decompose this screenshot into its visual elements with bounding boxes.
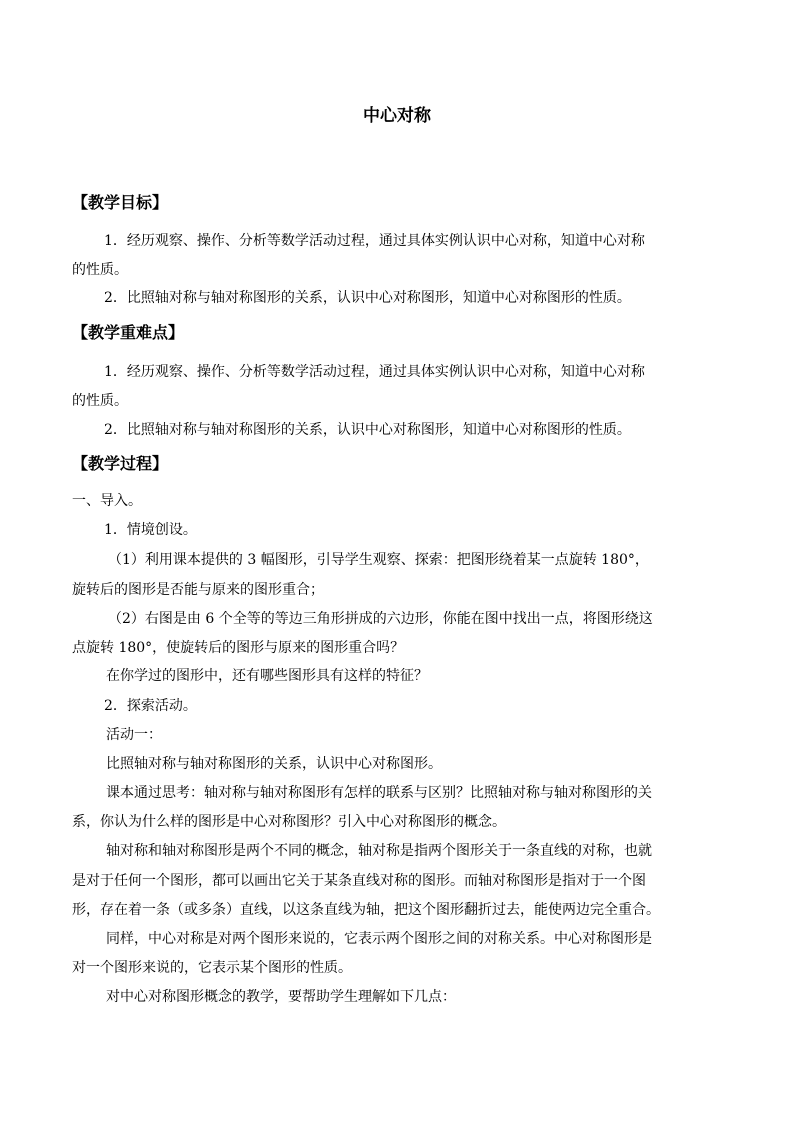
process-line-5: （2）右图是由 6 个全等的等边三角形拼成的六边形，你能在图中找出一点，将图形绕这 — [108, 611, 653, 627]
process-line-16: 同样，中心对称是对两个图形来说的，它表示两个图形之间的对称关系。中心对称图形是 — [106, 931, 652, 947]
key-points-line-2: 的性质。 — [72, 393, 128, 409]
process-line-6: 点旋转 180°，使旋转后的图形与原来的图形重合吗？ — [72, 640, 405, 656]
process-line-13: 轴对称和轴对称图形是两个不同的概念，轴对称是指两个图形关于一条直线的对称，也就 — [106, 843, 652, 859]
process-line-10: 比照轴对称与轴对称图形的关系，认识中心对称图形。 — [106, 756, 442, 772]
section-heading-process: 【教学过程】 — [72, 454, 169, 473]
process-line-7: 在你学过的图形中，还有哪些图形具有这样的特征？ — [106, 668, 428, 684]
section-heading-objectives: 【教学目标】 — [72, 193, 169, 212]
process-line-1: 一、导入。 — [72, 493, 142, 509]
process-line-11: 课本通过思考：轴对称与轴对称图形有怎样的联系与区别？比照轴对称与轴对称图形的关 — [106, 785, 652, 801]
process-line-12: 系，你认为什么样的图形是中心对称图形？引入中心对称图形的概念。 — [72, 814, 506, 830]
key-points-line-3: 2．比照轴对称与轴对称图形的关系，认识中心对称图形，知道中心对称图形的性质。 — [104, 422, 631, 438]
process-line-17: 对一个图形来说的，它表示某个图形的性质。 — [72, 960, 352, 976]
objectives-line-2: 的性质。 — [72, 262, 128, 278]
section-heading-key-points: 【教学重难点】 — [72, 323, 185, 342]
process-line-15: 形，存在着一条（或多条）直线，以这条直线为轴，把这个图形翻折过去，能使两边完全重合。 — [72, 902, 660, 918]
key-points-line-1: 1．经历观察、操作、分析等数学活动过程，通过具体实例认识中心对称，知道中心对称 — [104, 364, 645, 380]
process-line-3: （1）利用课本提供的 3 幅图形，引导学生观察、探索：把图形绕着某一点旋转 180°， — [108, 552, 649, 568]
document-title: 中心对称 — [363, 106, 431, 126]
process-line-14: 是对于任何一个图形，都可以画出它关于某条直线对称的图形。而轴对称图形是指对于一个图 — [72, 873, 646, 889]
process-line-4: 旋转后的图形是否能与原来的图形重合； — [72, 582, 324, 598]
process-line-2: 1．情境创设。 — [104, 522, 197, 538]
process-line-9: 活动一： — [106, 727, 162, 743]
process-line-18: 对中心对称图形概念的教学，要帮助学生理解如下几点： — [106, 989, 456, 1005]
objectives-line-1: 1．经历观察、操作、分析等数学活动过程，通过具体实例认识中心对称，知道中心对称 — [104, 233, 645, 249]
process-line-8: 2．探索活动。 — [104, 698, 197, 714]
objectives-line-3: 2．比照轴对称与轴对称图形的关系，认识中心对称图形，知道中心对称图形的性质。 — [104, 290, 631, 306]
